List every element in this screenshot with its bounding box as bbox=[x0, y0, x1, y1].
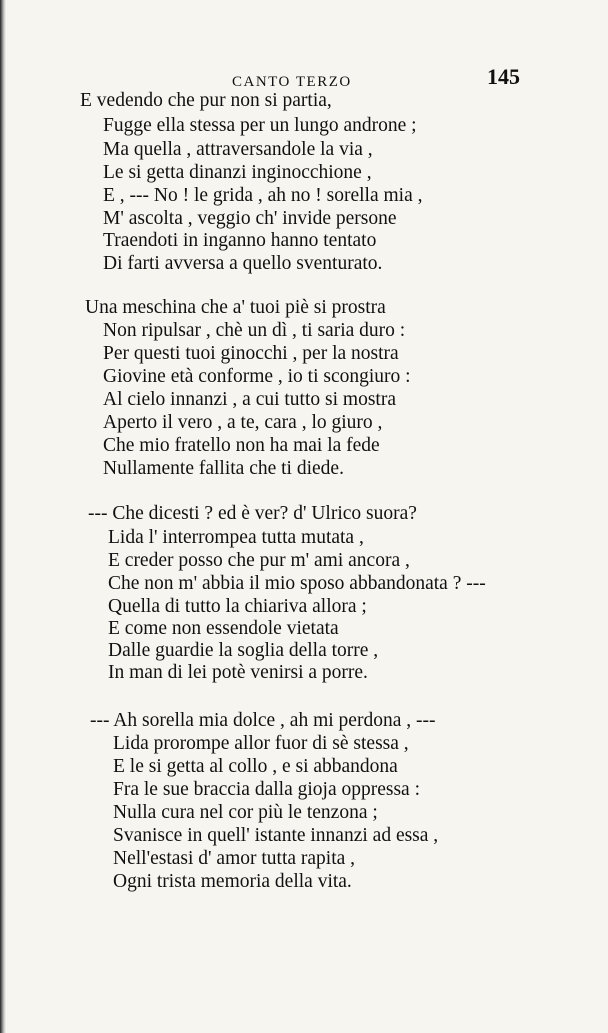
verse-line: In man di lei potè venirsi a porre. bbox=[108, 662, 368, 683]
verse-line: E come non essendole vietata bbox=[108, 618, 339, 639]
verse-line: M' ascolta , veggio ch' invide persone bbox=[103, 208, 397, 229]
verse-line: Le si getta dinanzi inginocchione , bbox=[103, 162, 372, 183]
verse-line: Al cielo innanzi , a cui tutto si mostra bbox=[103, 389, 396, 410]
verse-line: Che mio fratello non ha mai la fede bbox=[103, 435, 380, 456]
verse-line: E le si getta al collo , e si abbandona bbox=[113, 756, 398, 777]
verse-line: Aperto il vero , a te, cara , lo giuro , bbox=[103, 412, 383, 433]
verse-line: Nell'estasi d' amor tutta rapita , bbox=[113, 848, 356, 869]
verse-line: Per questi tuoi ginocchi , per la nostra bbox=[103, 343, 399, 364]
page-spine-shadow bbox=[0, 0, 6, 1033]
verse-line: Di farti avversa a quello sventurato. bbox=[103, 253, 383, 274]
verse-line: Che non m' abbia il mio sposo abbandonata ? --- bbox=[108, 573, 486, 594]
running-head: CANTO TERZO bbox=[232, 74, 352, 90]
verse-line: Nullamente fallita che ti diede. bbox=[103, 458, 344, 479]
verse-line: Svanisce in quell' istante innanzi ad essa , bbox=[113, 825, 439, 846]
verse-line: --- Ah sorella mia dolce , ah mi perdona , --- bbox=[90, 710, 436, 731]
verse-line: E creder posso che pur m' ami ancora , bbox=[108, 550, 410, 571]
verse-line: --- Che dicesti ? ed è ver? d' Ulrico suora? bbox=[88, 503, 417, 524]
verse-line: Giovine età conforme , io ti scongiuro : bbox=[103, 366, 411, 387]
verse-line: Ogni trista memoria della vita. bbox=[113, 871, 352, 892]
verse-line: Nulla cura nel cor più le tenzona ; bbox=[113, 802, 378, 823]
verse-line: Lida l' interrompea tutta mutata , bbox=[108, 527, 364, 548]
verse-line: Ma quella , attraversandole la via , bbox=[103, 139, 373, 160]
verse-line: Una meschina che a' tuoi piè si prostra bbox=[85, 297, 386, 318]
verse-line: E , --- No ! le grida , ah no ! sorella mia , bbox=[103, 185, 423, 206]
verse-line: Fugge ella stessa per un lungo androne ; bbox=[103, 115, 417, 136]
verse-line: Traendoti in inganno hanno tentato bbox=[103, 230, 377, 251]
verse-line: E vedendo che pur non si partia, bbox=[80, 90, 332, 111]
verse-line: Quella di tutto la chiariva allora ; bbox=[108, 596, 367, 617]
verse-line: Dalle guardie la soglia della torre , bbox=[108, 640, 379, 661]
page-number: 145 bbox=[487, 64, 520, 89]
verse-line: Fra le sue braccia dalla gioja oppressa : bbox=[113, 779, 421, 800]
verse-line: Lida prorompe allor fuor di sè stessa , bbox=[113, 733, 409, 754]
verse-line: Non ripulsar , chè un dì , ti saria duro : bbox=[103, 320, 406, 341]
